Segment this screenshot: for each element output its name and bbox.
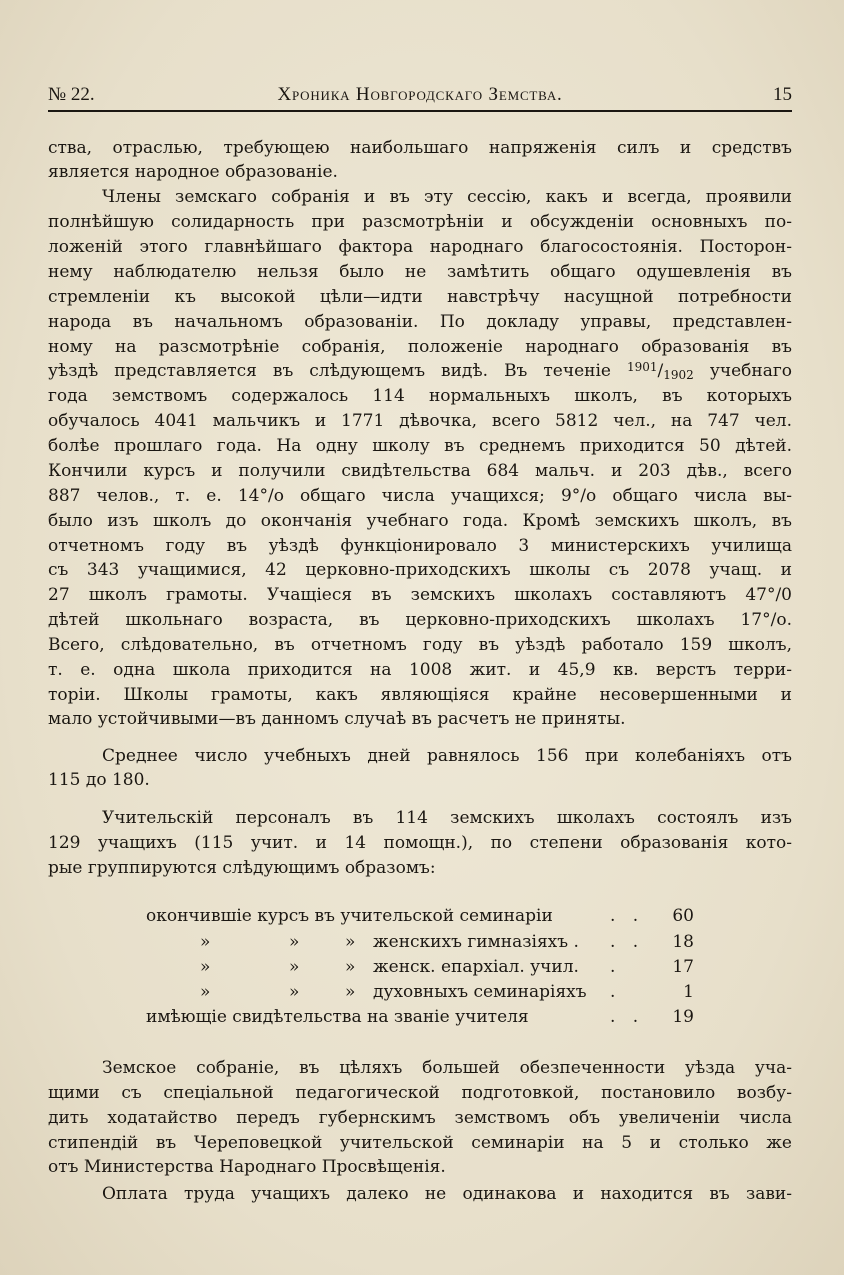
text-line: народа въ начальномъ образованіи. По докладу управы, представлен- [48, 312, 792, 332]
text-line: Всего, слѣдовательно, въ отчетномъ году въ уѣздѣ работало 159 школъ, [48, 635, 792, 655]
year-lead-text: уѣздѣ представляется въ слѣдующемъ видѣ. Въ теченіе [48, 361, 627, 381]
text-line: Оплата труда учащихъ далеко не одинакова и находится въ зави- [102, 1184, 792, 1204]
text-line: дѣтей школьнаго возраста, въ церковно-приходскихъ школахъ 17°/о. [48, 610, 792, 630]
text-line: было изъ школъ до окончанія учебнаго года. Кромѣ земскихъ школъ, въ [48, 511, 792, 531]
year-numerator: 1901 [627, 360, 658, 374]
row-value: 1 [683, 982, 694, 1002]
text-line: съ 343 учащимися, 42 церковно-приходскихъ школы съ 2078 учащ. и [48, 560, 792, 580]
journal-title: Хроника Новгородскаго Земства. [277, 84, 563, 105]
row-label: женскихъ гимназіяхъ . [373, 932, 579, 952]
text-line: Учительскій персоналъ въ 114 земскихъ школахъ состоялъ изъ [102, 808, 792, 828]
row-leader: . . [610, 1007, 645, 1027]
row-label: женск. епархіал. учил. [373, 957, 579, 977]
ditto-mark: » [200, 957, 211, 977]
text-line: Среднее число учебныхъ дней равнялось 156 при колебаніяхъ отъ [102, 746, 792, 766]
text-line: обучалось 4041 мальчикъ и 1771 дѣвочка, всего 5812 чел., на 747 чел. [48, 411, 792, 431]
text-line: стипендій въ Череповецкой учительской семинаріи на 5 и столько же [48, 1133, 792, 1153]
text-line: Земское собраніе, въ цѣляхъ большей обезпеченности уѣзда уча- [102, 1058, 792, 1078]
text-line: 887 челов., т. е. 14°/о общаго числа учащихся; 9°/о общаго числа вы- [48, 486, 792, 506]
row-label: духовныхъ семинаріяхъ [373, 982, 587, 1002]
row-value: 17 [672, 957, 694, 977]
row-value: 19 [672, 1007, 694, 1027]
ditto-mark: » [345, 957, 356, 977]
row-leader: . [610, 982, 622, 1002]
text-line: рые группируются слѣдующимъ образомъ: [48, 858, 436, 878]
text-line: болѣе прошлаго года. На одну школу въ среднемъ приходится 50 дѣтей. [48, 436, 792, 456]
year-tail-text: учебнаго [693, 361, 792, 381]
row-leader: . [610, 957, 622, 977]
row-label: имѣющіе свидѣтельства на званіе учителя [146, 1007, 529, 1027]
issue-number: № 22. [48, 84, 95, 105]
page-number: 15 [773, 84, 792, 105]
ditto-mark: » [200, 932, 211, 952]
text-line: торіи. Школы грамоты, какъ являющіяся крайне несовершенными и [48, 685, 792, 705]
text-line: отчетномъ году въ уѣздѣ функціонировало 3 министерскихъ училища [48, 536, 792, 556]
text-line: является народное образованіе. [48, 162, 338, 182]
text-line: 27 школъ грамоты. Учащіеся въ земскихъ школахъ составляютъ 47°/0 [48, 585, 792, 605]
ditto-mark: » [289, 932, 300, 952]
text-line: мало устойчивыми—въ данномъ случаѣ въ расчетъ не приняты. [48, 709, 626, 729]
text-line: 115 до 180. [48, 770, 150, 790]
running-header [48, 84, 792, 110]
text-line: стремленіи къ высокой цѣли—идти навстрѣчу насущной потребности [48, 287, 792, 307]
text-line: 129 учащихъ (115 учит. и 14 помощн.), по степени образованія кото- [48, 833, 792, 853]
text-line: ложеній этого главнѣйшаго фактора народнаго благосостоянія. Посторон- [48, 237, 792, 257]
ditto-mark: » [200, 982, 211, 1002]
text-line: дить ходатайство передъ губернскимъ земствомъ объ увеличеніи числа [48, 1108, 792, 1128]
row-leader: . . [610, 932, 645, 952]
row-label: окончившіе курсъ въ учительской семинаріи [146, 906, 553, 926]
text-line: года земствомъ содержалось 114 нормальныхъ школъ, въ которыхъ [48, 386, 792, 406]
text-line: т. е. одна школа приходится на 1008 жит. и 45,9 кв. верстъ терри- [48, 660, 792, 680]
text-line: Члены земскаго собранія и въ эту сессію, какъ и всегда, проявили [102, 187, 792, 207]
ditto-mark: » [289, 957, 300, 977]
text-line: Кончили курсъ и получили свидѣтельства 684 мальч. и 203 дѣв., всего [48, 461, 792, 481]
ditto-mark: » [345, 982, 356, 1002]
row-value: 18 [672, 932, 694, 952]
text-line: полнѣйшую солидарность при разсмотрѣніи и обсужденіи основныхъ по- [48, 212, 792, 232]
text-line: ному на разсмотрѣніе собранія, положеніе народнаго образованія въ [48, 337, 792, 357]
text-line: щими съ спеціальной педагогической подготовкой, постановило возбу- [48, 1083, 792, 1103]
ditto-mark: » [289, 982, 300, 1002]
row-value: 60 [672, 906, 694, 926]
year-denominator: 1902 [663, 368, 694, 382]
text-line-academic-year: уѣздѣ представляется въ слѣдующемъ видѣ. Въ теченіе $^{1901}$/1902 учебнаго [48, 360, 792, 382]
text-line: отъ Министерства Народнаго Просвѣщенія. [48, 1157, 446, 1177]
text-line: нему наблюдателю нельзя было не замѣтить общаго одушевленія въ [48, 262, 792, 282]
row-leader: . . [610, 906, 645, 926]
text-line: ства, отраслью, требующею наибольшаго напряженія силъ и средствъ [48, 138, 792, 158]
header-rule [48, 110, 792, 112]
ditto-mark: » [345, 932, 356, 952]
